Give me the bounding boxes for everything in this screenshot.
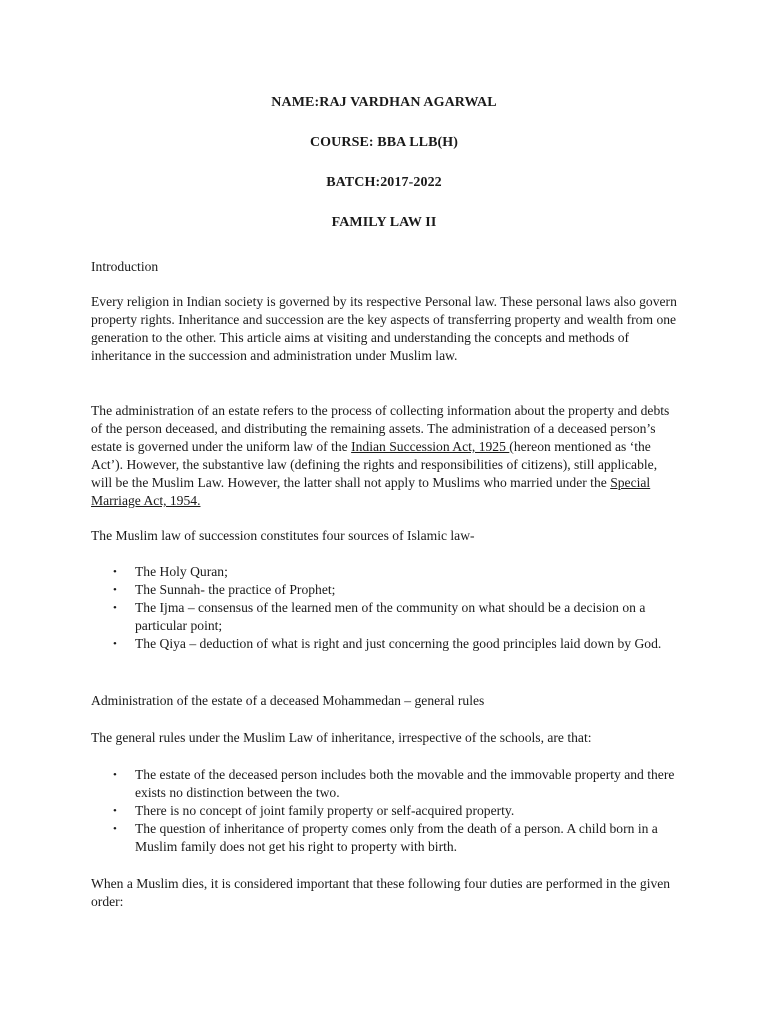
- bullet-icon: •: [113, 584, 117, 596]
- list-item-text: There is no concept of joint family property or self-acquired property.: [135, 803, 515, 818]
- intro-heading: Introduction: [91, 259, 159, 274]
- list-item: [91, 635, 681, 653]
- course-line: COURSE: BBA LLB(H): [309, 135, 459, 150]
- batch-line: BATCH:2017-2022: [326, 175, 442, 190]
- closing-paragraph: When a Muslim dies, it is considered important that these following four duties are performed in the given order:: [91, 876, 671, 909]
- student-name: NAME:RAJ VARDHAN AGARWAL: [271, 95, 497, 110]
- list-item-text: The Ijma – consensus of the learned men of the community on what should be a decision on a particular point;: [135, 600, 646, 633]
- bullet-icon: •: [113, 805, 117, 817]
- paragraph-text: The administration of an estate refers to the process of collecting information about the property and debts of the person deceased, and distributing the remaining assets. The administration of a deceased person’s estate is governed under the uniform law of the: [91, 403, 670, 454]
- bullet-icon: •: [113, 638, 117, 650]
- bullet-icon: •: [113, 602, 117, 614]
- paragraph-introduction: Every religion in Indian society is governed by its respective Personal law. These personal laws also govern property rights. Inheritance and succession are the key aspects of transferring property and wealth from one generation to the other. This article aims at visiting and understanding the concepts and methods of inheritance in the succession and administration under Muslim law.: [91, 294, 677, 363]
- list-item: [91, 581, 681, 599]
- special-marriage-act-link[interactable]: Special Marriage Act, 1954.: [91, 475, 651, 508]
- paragraph-text: (hereon mentioned as ‘the Act’). However, the substantive law (defining the rights and responsibilities of citizens), still applicable, will be the Muslim Law. However, the latter shall not apply to Muslims who married under the: [91, 439, 658, 490]
- admin-heading: Administration of the estate of a deceased Mohammedan – general rules: [91, 693, 485, 708]
- list-item-text: The Holy Quran;: [135, 564, 228, 579]
- list-item: [91, 802, 681, 820]
- rules-intro: The general rules under the Muslim Law of inheritance, irrespective of the schools, are that:: [91, 730, 592, 745]
- list-item-text: The Qiya – deduction of what is right and just concerning the good principles laid down by God.: [135, 636, 662, 651]
- list-item: [91, 599, 681, 635]
- list-item: [91, 766, 681, 802]
- bullet-icon: •: [113, 823, 117, 835]
- paragraph-administration: [91, 402, 681, 510]
- list-item-text: The question of inheritance of property comes only from the death of a person. A child born in a Muslim family does not get his right to property with birth.: [135, 821, 658, 854]
- indian-succession-act-link[interactable]: Indian Succession Act, 1925: [351, 439, 510, 454]
- bullet-icon: •: [113, 566, 117, 578]
- sources-list: [91, 563, 681, 653]
- list-item: [91, 820, 681, 856]
- bullet-icon: •: [113, 769, 117, 781]
- rules-list: [91, 766, 681, 856]
- subject-title: FAMILY LAW II: [331, 215, 437, 230]
- list-item: [91, 563, 681, 581]
- sources-intro: The Muslim law of succession constitutes four sources of Islamic law-: [91, 528, 475, 543]
- list-item-text: The estate of the deceased person includes both the movable and the immovable property and there exists no distinction between the two.: [135, 767, 675, 800]
- list-item-text: The Sunnah- the practice of Prophet;: [135, 582, 336, 597]
